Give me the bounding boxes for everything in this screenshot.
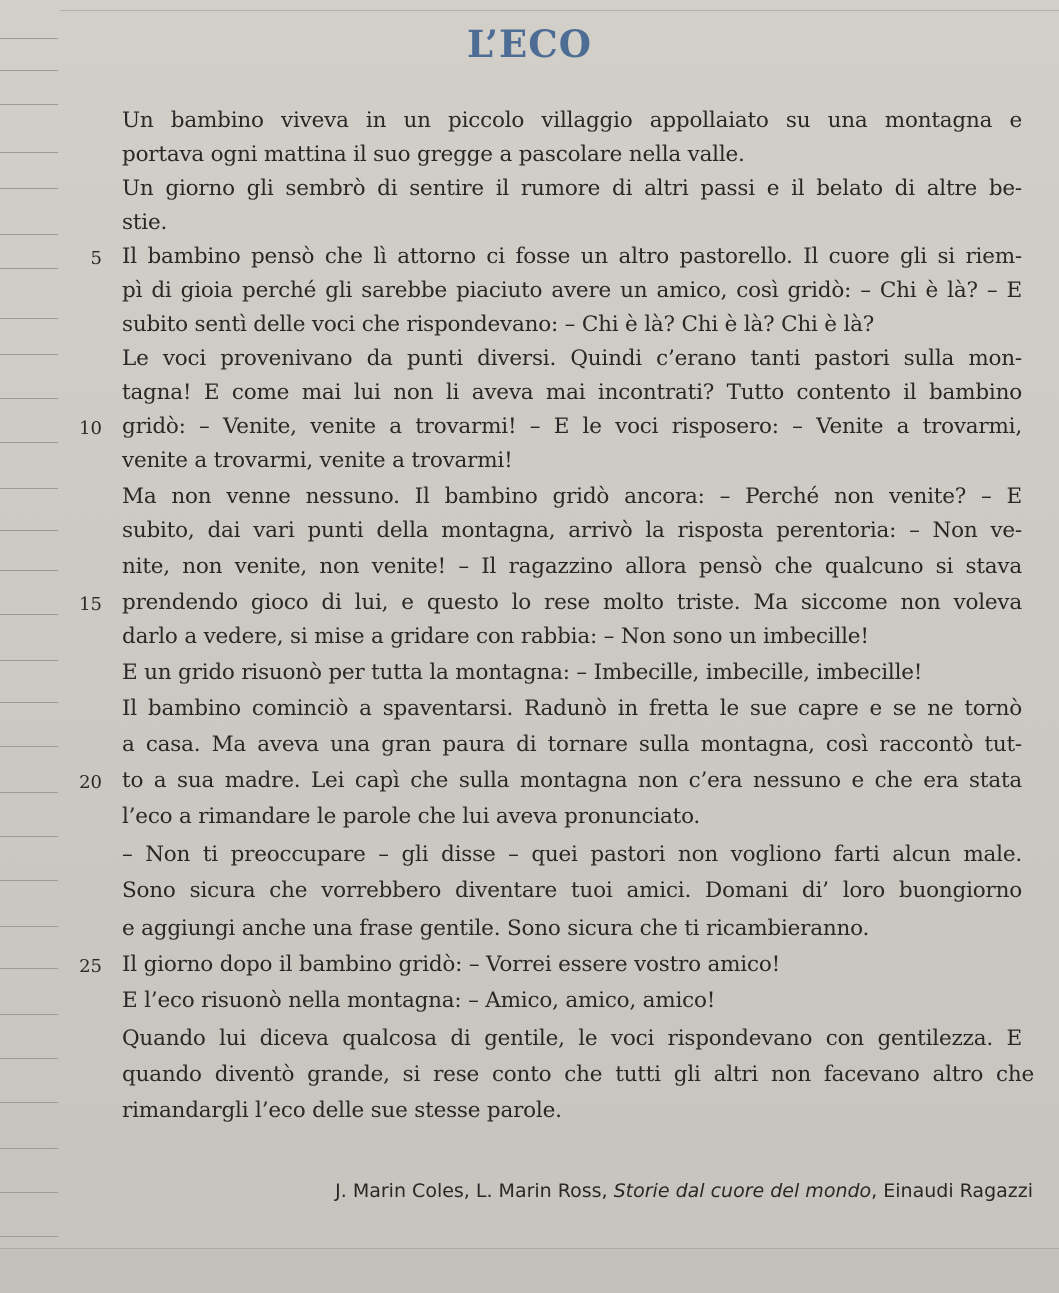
text-line: Sono sicura che vorrebbero diventare tuoi amici. Domani di’ loro buongiorno <box>122 878 1022 903</box>
notebook-page-edge <box>0 0 60 1292</box>
text-line: Ma non venne nessuno. Il bambino gridò ancora: – Perché non venite? – E <box>122 484 1022 509</box>
page-title: L’ECO <box>467 22 592 66</box>
text-line: gridò: – Venite, venite a trovarmi! – E le voci risposero: – Venite a trovarmi, <box>122 414 1022 439</box>
page-bottom-edge <box>0 1248 1059 1293</box>
text-line: Un giorno gli sembrò di sentire il rumore di altri passi e il belato di altre be- <box>122 176 1022 201</box>
page-top-border <box>60 10 1059 11</box>
citation-book-title: Storie dal cuore del mondo <box>613 1180 872 1202</box>
text-line: prendendo gioco di lui, e questo lo rese molto triste. Ma siccome non voleva <box>122 590 1022 615</box>
text-line: Il giorno dopo il bambino gridò: – Vorrei essere vostro amico! <box>122 952 781 977</box>
line-number: 5 <box>90 248 102 269</box>
source-citation <box>335 1176 1033 1206</box>
text-line: Il bambino pensò che lì attorno ci fosse un altro pastorello. Il cuore gli si riem- <box>122 244 1022 269</box>
text-line: a casa. Ma aveva una gran paura di tornare sulla montagna, così raccontò tut- <box>122 732 1022 757</box>
text-line: rimandargli l’eco delle sue stesse parole. <box>122 1098 562 1123</box>
text-line: tagna! E come mai lui non li aveva mai incontrati? Tutto contento il bambino <box>122 380 1022 405</box>
line-number: 25 <box>79 956 102 977</box>
text-line: e aggiungi anche una frase gentile. Sono sicura che ti ricambieranno. <box>122 916 870 941</box>
text-line: E un grido risuonò per tutta la montagna: – Imbecille, imbecille, imbecille! <box>122 660 923 685</box>
text-line: nite, non venite, non venite! – Il ragazzino allora pensò che qualcuno si stava <box>122 554 1022 579</box>
text-line: subito sentì delle voci che rispondevano: – Chi è là? Chi è là? Chi è là? <box>122 312 875 337</box>
text-line: Quando lui diceva qualcosa di gentile, le voci rispondevano con gentilezza. E <box>122 1026 1022 1051</box>
text-line: darlo a vedere, si mise a gridare con rabbia: – Non sono un imbecille! <box>122 624 869 649</box>
text-line: stie. <box>122 210 168 235</box>
citation-authors: J. Marin Coles, L. Marin Ross, <box>335 1180 614 1202</box>
text-line: venite a trovarmi, venite a trovarmi! <box>122 448 513 473</box>
text-line: – Non ti preoccupare – gli disse – quei pastori non vogliono farti alcun male. <box>122 842 1022 867</box>
text-line: subito, dai vari punti della montagna, arrivò la risposta perentoria: – Non ve- <box>122 518 1022 543</box>
text-line: portava ogni mattina il suo gregge a pascolare nella valle. <box>122 142 745 167</box>
text-line: Un bambino viveva in un piccolo villaggio appollaiato su una montagna e <box>122 108 1022 133</box>
text-line: l’eco a rimandare le parole che lui aveva pronunciato. <box>122 804 701 829</box>
line-number: 15 <box>79 594 102 615</box>
text-line: to a sua madre. Lei capì che sulla montagna non c’era nessuno e che era stata <box>122 768 1022 793</box>
text-line: quando diventò grande, si rese conto che tutti gli altri non facevano altro che <box>122 1062 1034 1087</box>
line-number: 10 <box>79 418 102 439</box>
line-number: 20 <box>79 772 102 793</box>
text-line: pì di gioia perché gli sarebbe piaciuto avere un amico, così gridò: – Chi è là? – E <box>122 278 1022 303</box>
text-line: Le voci provenivano da punti diversi. Quindi c’erano tanti pastori sulla mon- <box>122 346 1022 371</box>
citation-publisher: , Einaudi Ragazzi <box>871 1180 1033 1202</box>
text-line: Il bambino cominciò a spaventarsi. Radunò in fretta le sue capre e se ne tornò <box>122 696 1022 721</box>
text-line: E l’eco risuonò nella montagna: – Amico, amico, amico! <box>122 988 716 1013</box>
